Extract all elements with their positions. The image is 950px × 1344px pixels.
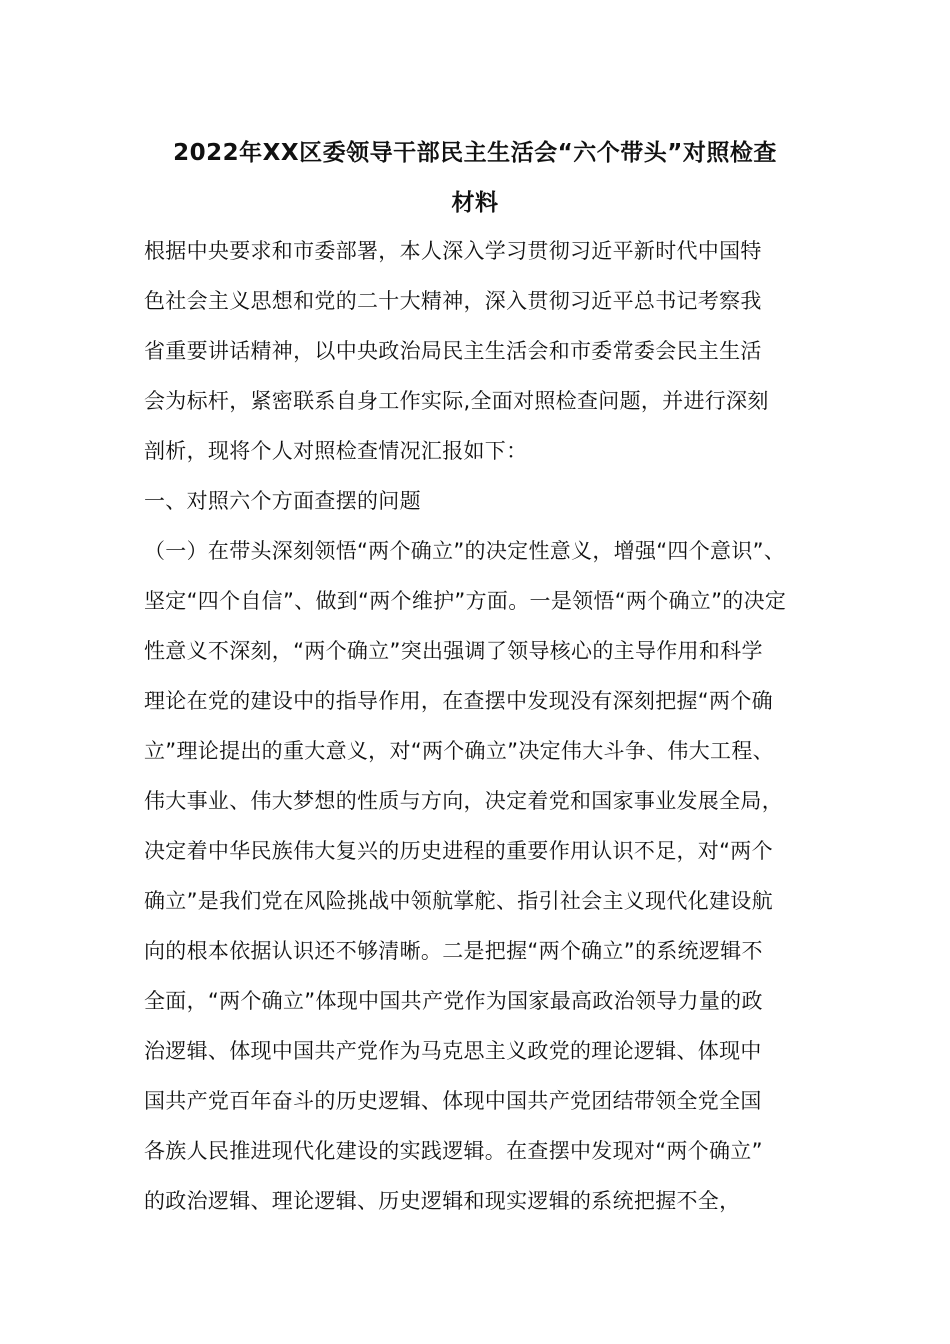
body-line: 理论在党的建设中的指导作用，在查摆中发现没有深刻把握“两个确 — [144, 689, 773, 713]
body-line: 治逻辑、体现中国共产党作为马克思主义政党的理论逻辑、体现中 — [144, 1039, 762, 1063]
body-line: 性意义不深刻，“两个确立”突出强调了领导核心的主导作用和科学 — [144, 639, 763, 663]
document-title-line-1: 2022年XX区委领导干部民主生活会“六个带头”对照检查 — [173, 140, 777, 166]
body-line: 向的根本依据认识还不够清晰。二是把握“两个确立”的系统逻辑不 — [144, 939, 763, 963]
body-line: 色社会主义思想和党的二十大精神，深入贯彻习近平总书记考察我 — [144, 289, 762, 313]
body-line: 伟大事业、伟大梦想的性质与方向，决定着党和国家事业发展全局， — [144, 789, 783, 813]
body-line: 各族人民推进现代化建设的实践逻辑。在查摆中发现对“两个确立” — [144, 1139, 763, 1163]
body-line: （一）在带头深刻领悟“两个确立”的决定性意义，增强“四个意识”、 — [144, 539, 786, 563]
body-line: 的政治逻辑、理论逻辑、历史逻辑和现实逻辑的系统把握不全， — [144, 1189, 741, 1213]
body-line: 国共产党百年奋斗的历史逻辑、体现中国共产党团结带领全党全国 — [144, 1089, 762, 1113]
body-line: 省重要讲话精神，以中央政治局民主生活会和市委常委会民主生活 — [144, 339, 762, 363]
body-line: 立”理论提出的重大意义，对“两个确立”决定伟大斗争、伟大工程、 — [144, 739, 774, 763]
body-line: 剖析，现将个人对照检查情况汇报如下： — [144, 439, 528, 463]
body-line: 会为标杆，紧密联系自身工作实际,全面对照检查问题，并进行深刻 — [144, 389, 769, 413]
body-line: 决定着中华民族伟大复兴的历史进程的重要作用认识不足，对“两个 — [144, 839, 773, 863]
body-line: 全面，“两个确立”体现中国共产党作为国家最高政治领导力量的政 — [144, 989, 763, 1013]
body-line: 根据中央要求和市委部署，本人深入学习贯彻习近平新时代中国特 — [144, 239, 762, 263]
document-title-line-2: 材料 — [451, 190, 499, 216]
body-line: 坚定“四个自信”、做到“两个维护”方面。一是领悟“两个确立”的决定 — [144, 589, 787, 613]
body-line: 确立”是我们党在风险挑战中领航掌舵、指引社会主义现代化建设航 — [144, 889, 773, 913]
section-heading: 一、对照六个方面查摆的问题 — [144, 489, 421, 513]
